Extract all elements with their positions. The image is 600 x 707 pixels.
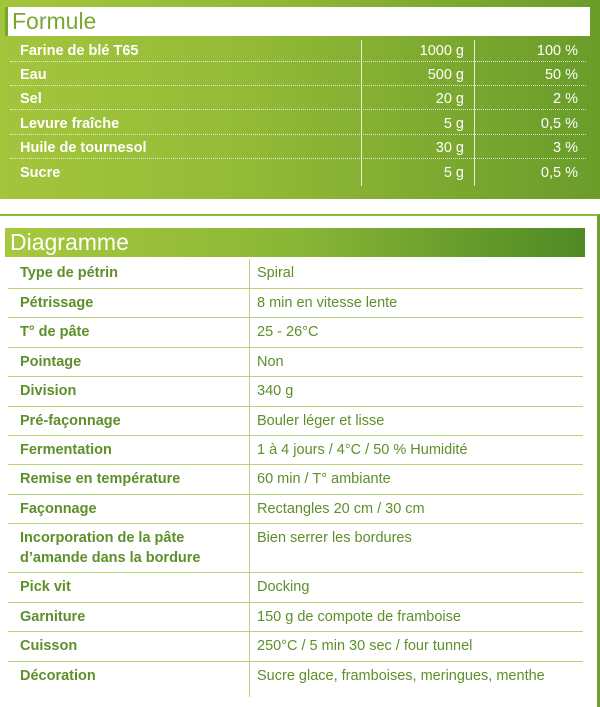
- step-label: Décoration: [20, 668, 96, 684]
- step-value: Bouler léger et lisse: [257, 413, 385, 429]
- ingredient-percentage: 50 %: [544, 67, 578, 83]
- diagramme-row: [8, 348, 583, 377]
- diagramme-row: [8, 377, 583, 407]
- step-value: Docking: [257, 579, 310, 595]
- ingredient-percentage: 100 %: [536, 43, 578, 59]
- step-value: 1 à 4 jours / 4°C / 50 % Humidité: [257, 442, 468, 458]
- row-separator: [10, 134, 586, 135]
- ingredient-name: Farine de blé T65: [20, 43, 139, 59]
- diagramme-row: [8, 573, 583, 603]
- step-value: Non: [257, 354, 284, 370]
- diagramme-row: [8, 289, 583, 318]
- formule-row: [0, 88, 600, 110]
- step-label: Pré-façonnage: [20, 413, 121, 429]
- step-label: Type de pétrin: [20, 265, 119, 281]
- diagramme-row: [8, 436, 583, 465]
- ingredient-quantity: 20 g: [435, 91, 464, 107]
- diagramme-row: [8, 632, 583, 662]
- step-label: Pick vit: [20, 579, 71, 595]
- step-value: 60 min / T° ambiante: [257, 471, 391, 487]
- ingredient-quantity: 5 g: [443, 116, 464, 132]
- ingredient-percentage: 0,5 %: [540, 116, 578, 132]
- step-value: Sucre glace, framboises, meringues, menthe: [257, 668, 545, 684]
- ingredient-quantity: 1000 g: [419, 43, 464, 59]
- formule-row: [0, 64, 600, 86]
- step-label: Cuisson: [20, 638, 78, 654]
- step-label: Garniture: [20, 609, 86, 625]
- step-label: Pointage: [20, 354, 82, 370]
- row-separator: [10, 61, 586, 62]
- row-separator: [10, 158, 586, 159]
- step-label: Division: [20, 383, 77, 399]
- ingredient-percentage: 0,5 %: [540, 165, 578, 181]
- row-separator: [10, 109, 586, 110]
- step-value: 250°C / 5 min 30 sec / four tunnel: [257, 638, 473, 654]
- formule-title-bar: [5, 7, 590, 36]
- step-label: Fermentation: [20, 442, 112, 458]
- diagramme-row: [8, 465, 583, 495]
- diagramme-row: [8, 495, 583, 524]
- diagramme-title: Diagramme: [10, 229, 129, 255]
- diagramme-row: [8, 662, 583, 697]
- diagramme-row: [8, 407, 583, 436]
- row-separator: [10, 85, 586, 86]
- step-label: Pétrissage: [20, 295, 94, 311]
- step-label: Façonnage: [20, 501, 97, 517]
- formule-row: [0, 137, 600, 159]
- formule-row: [0, 113, 600, 135]
- ingredient-percentage: 2 %: [553, 91, 578, 107]
- step-value: 25 - 26°C: [257, 324, 319, 340]
- diagramme-row: [8, 524, 583, 573]
- formule-section: [0, 0, 600, 199]
- ingredient-name: Sucre: [20, 165, 61, 181]
- ingredient-quantity: 500 g: [427, 67, 464, 83]
- step-label: T° de pâte: [20, 324, 90, 340]
- ingredient-quantity: 30 g: [435, 140, 464, 156]
- formule-row: [0, 40, 600, 62]
- step-label: Remise en température: [20, 471, 181, 487]
- step-value: 8 min en vitesse lente: [257, 295, 398, 311]
- diagramme-section: [0, 214, 600, 707]
- step-value: 340 g: [257, 383, 294, 399]
- ingredient-name: Eau: [20, 67, 47, 83]
- ingredient-name: Levure fraîche: [20, 116, 120, 132]
- ingredient-name: Huile de tournesol: [20, 140, 147, 156]
- diagramme-row: [8, 318, 583, 348]
- step-label: Incorporation de la pâte d’amande dans la bordure: [20, 530, 201, 566]
- step-value: Spiral: [257, 265, 295, 281]
- diagramme-row: [8, 603, 583, 632]
- step-value: Rectangles 20 cm / 30 cm: [257, 501, 425, 517]
- step-value: Bien serrer les bordures: [257, 530, 412, 546]
- diagramme-row: [8, 259, 583, 289]
- ingredient-quantity: 5 g: [443, 165, 464, 181]
- step-value: 150 g de compote de framboise: [257, 609, 461, 625]
- ingredient-percentage: 3 %: [553, 140, 578, 156]
- formule-title: Formule: [12, 8, 97, 34]
- formule-row: [0, 162, 600, 184]
- ingredient-name: Sel: [20, 91, 42, 107]
- diagramme-title-bar: [5, 228, 585, 257]
